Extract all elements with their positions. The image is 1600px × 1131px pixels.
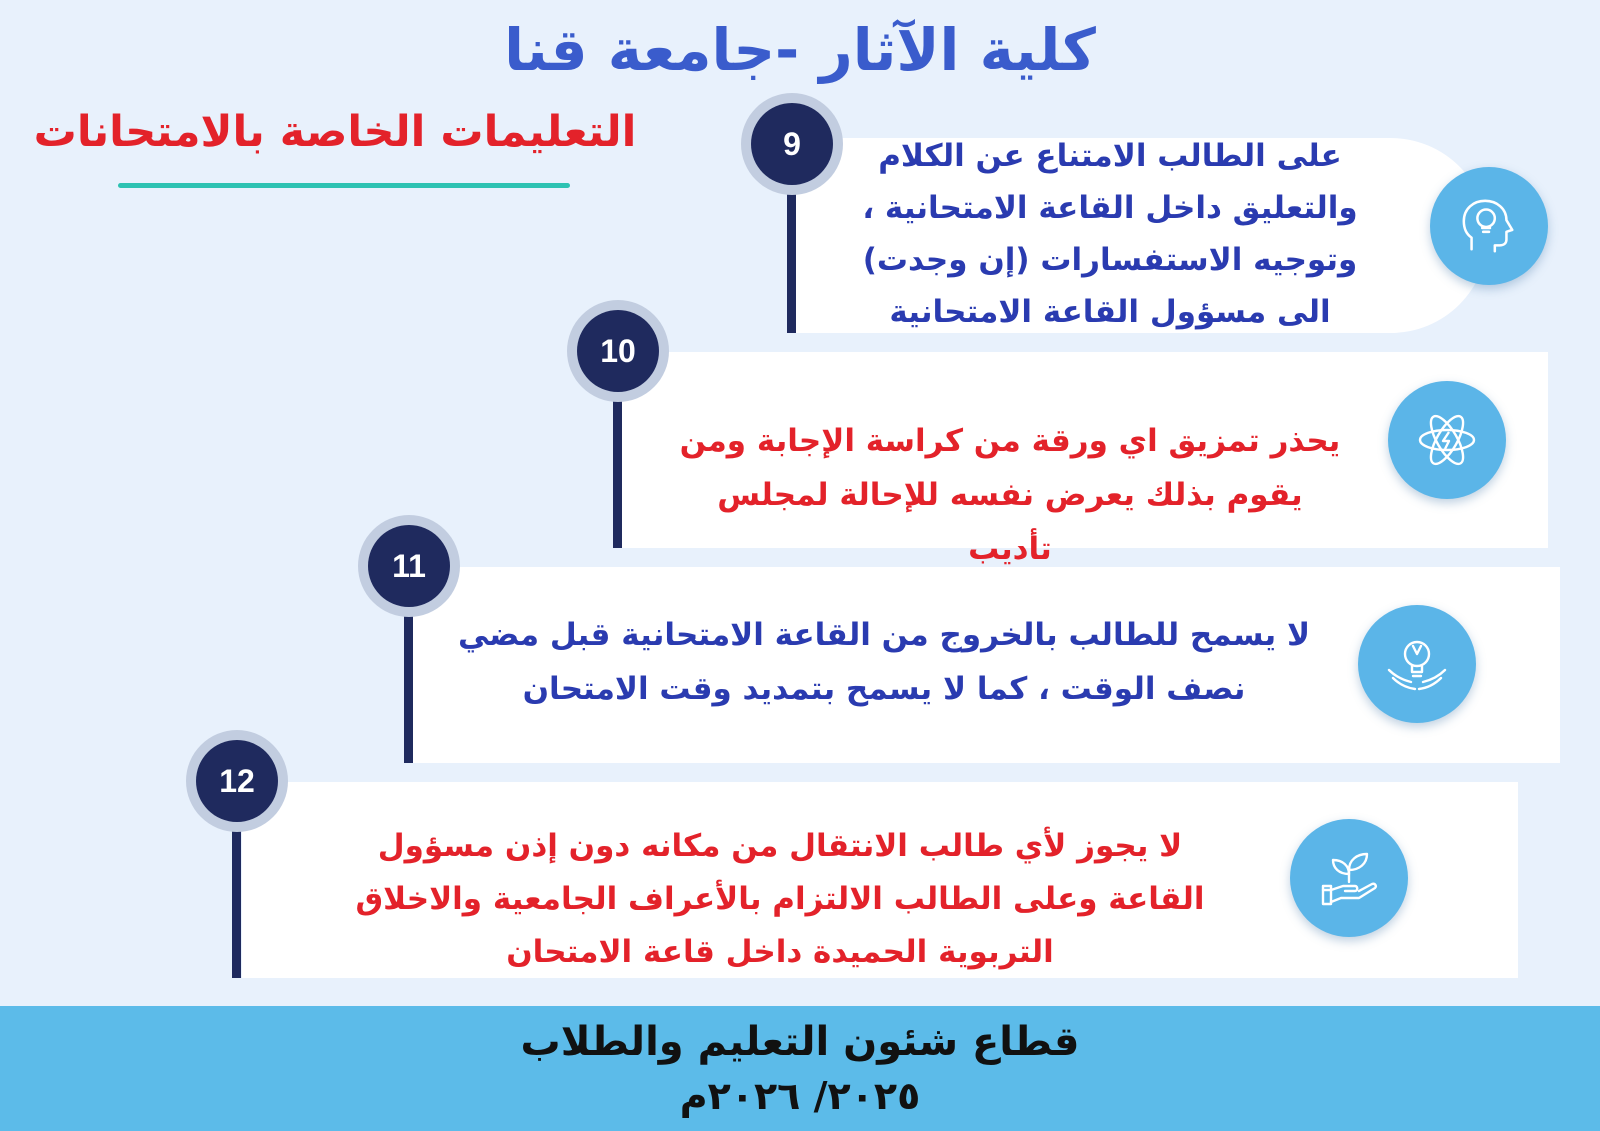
instruction-line: القاعة وعلى الطالب الالتزام بالأعراف الجامعية والاخلاق [355,881,1205,917]
step-number-10: 10 [577,310,659,392]
step-badge-9 [741,93,843,195]
step-badge-12 [186,730,288,832]
footer-department: قطاع شئون التعليم والطلاب [520,1019,1080,1065]
instruction-line: على الطالب الامتناع عن الكلام [878,138,1342,174]
step-number-12: 12 [196,740,278,822]
page-title: كلية الآثار -جامعة قنا [504,16,1096,84]
instruction-line: تأديب [968,531,1052,567]
instruction-text-12 [300,820,1260,979]
instruction-line: والتعليق داخل القاعة الامتحانية ، [862,190,1358,226]
page-subtitle: التعليمات الخاصة بالامتحانات [33,107,637,157]
subtitle-underline [118,183,570,188]
plant-hand-icon [1290,819,1408,937]
instruction-line: لا يسمح للطالب بالخروج من القاعة الامتحانية قبل مضي [457,617,1311,653]
instruction-line: نصف الوقت ، كما لا يسمح بتمديد وقت الامتحان [522,671,1246,707]
instruction-line: وتوجيه الاستفسارات (إن وجدت) [862,242,1358,278]
instruction-line: الى مسؤول القاعة الامتحانية [889,294,1331,330]
instruction-text-11 [414,608,1354,716]
instruction-line: يحذر تمزيق اي ورقة من كراسة الإجابة ومن [679,423,1341,459]
step-badge-11 [358,515,460,617]
footer-year: ٢٠٢٥/ ٢٠٢٦م [679,1074,921,1118]
step-number-9: 9 [751,103,833,185]
atom-icon [1388,381,1506,499]
step-badge-10 [567,300,669,402]
head-lightbulb-icon [1430,167,1548,285]
lightbulb-hands-icon [1358,605,1476,723]
instruction-line: يقوم بذلك يعرض نفسه للإحالة لمجلس [717,477,1303,513]
instruction-text-9 [810,130,1410,338]
instruction-text-10 [640,414,1380,576]
step-number-11: 11 [368,525,450,607]
instruction-line: التربوية الحميدة داخل قاعة الامتحان [506,934,1054,970]
instruction-line: لا يجوز لأي طالب الانتقال من مكانه دون إذن مسؤول [377,828,1183,864]
